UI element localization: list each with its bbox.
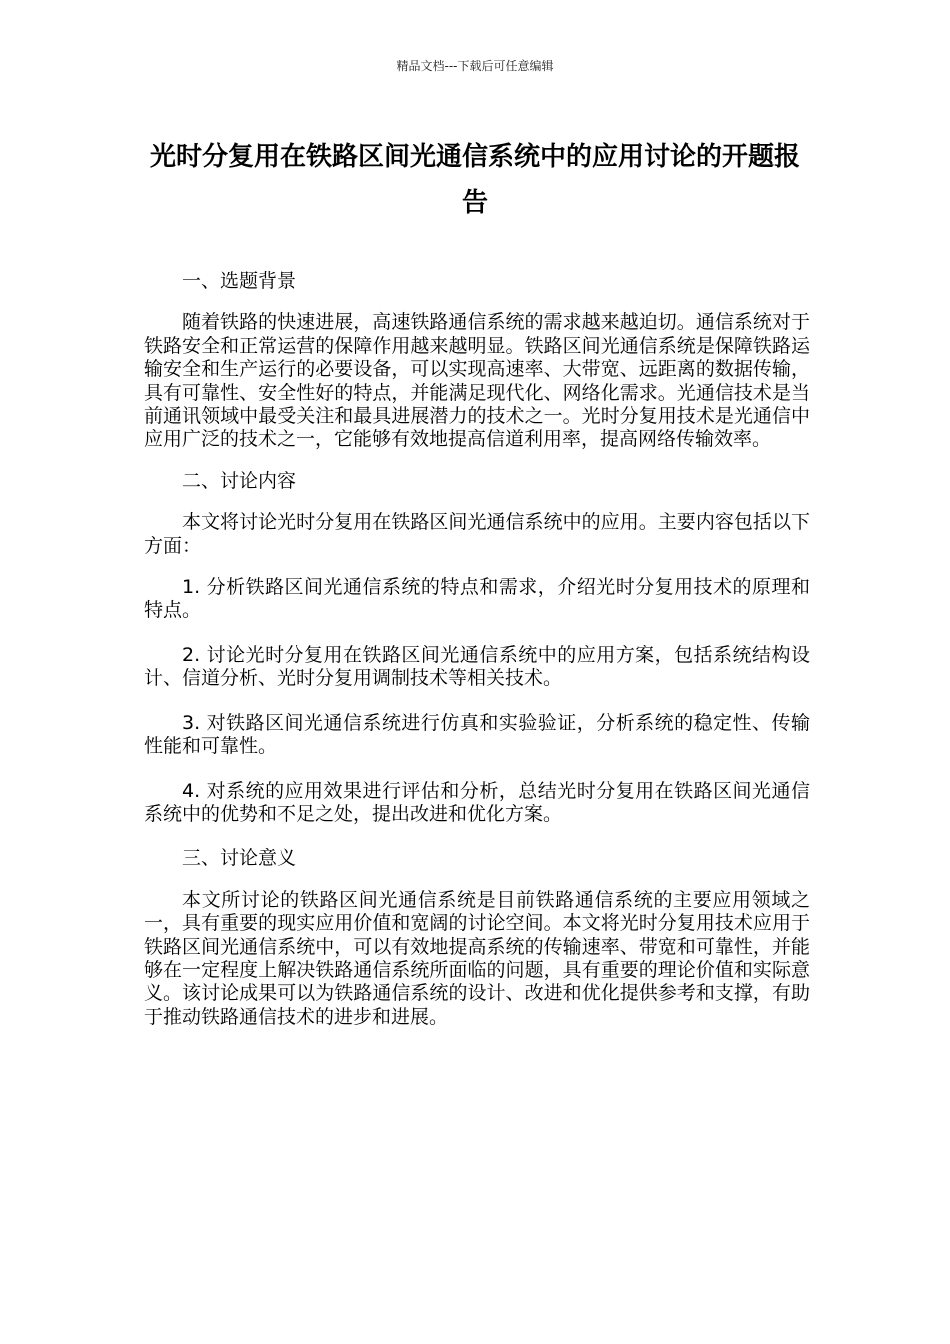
paragraph-significance: 本文所讨论的铁路区间光通信系统是目前铁路通信系统的主要应用领域之一，具有重要的现实应用价值和宽阔的讨论空间。本文将光时分复用技术应用于铁路区间光通信系统中，可以有效地提高系统的传输速率、带宽和可靠性，并能够在一定程度上解决铁路通信系统所面临的问题，具有重要的理论价值和实际意义。该讨论成果可以为铁路通信系统的设计、改进和优化提供参考和支撑，有助于推动铁路通信技术的进步和进展。 [144, 888, 810, 1028]
list-item: 2. 讨论光时分复用在铁路区间光通信系统中的应用方案，包括系统结构设计、信道分析、光时分复用调制技术等相关技术。 [144, 643, 810, 690]
paragraph-content-intro: 本文将讨论光时分复用在铁路区间光通信系统中的应用。主要内容包括以下方面： [144, 511, 810, 557]
document-body [144, 270, 810, 1047]
list-item: 1. 分析铁路区间光通信系统的特点和需求，介绍光时分复用技术的原理和特点。 [144, 576, 810, 622]
document-title: 光时分复用在铁路区间光通信系统中的应用讨论的开题报告 [149, 142, 800, 218]
paragraph-background: 随着铁路的快速进展，高速铁路通信系统的需求越来越迫切。通信系统对于铁路安全和正常运营的保障作用越来越明显。铁路区间光通信系统是保障铁路运输安全和生产运行的必要设备，可以实现高速率、大带宽、远距离的数据传输，具有可靠性、安全性好的特点，并能满足现代化、网络化需求。光通信技术是当前通讯领域中最受关注和最具进展潜力的技术之一。光时分复用技术是光通信中应用广泛的技术之一，它能够有效地提高信道利用率，提高网络传输效率。 [144, 311, 810, 451]
section-heading-content: 二、讨论内容 [182, 469, 297, 492]
section-heading-significance: 三、讨论意义 [182, 847, 297, 870]
list-item: 4. 对系统的应用效果进行评估和分析，总结光时分复用在铁路区间光通信系统中的优势和不足之处，提出改进和优化方案。 [144, 779, 810, 825]
list-item: 3. 对铁路区间光通信系统进行仿真和实验验证，分析系统的稳定性、传输性能和可靠性。 [144, 711, 810, 758]
header-note: 精品文档---下载后可任意编辑 [396, 59, 554, 73]
section-heading-background: 一、选题背景 [182, 270, 297, 292]
